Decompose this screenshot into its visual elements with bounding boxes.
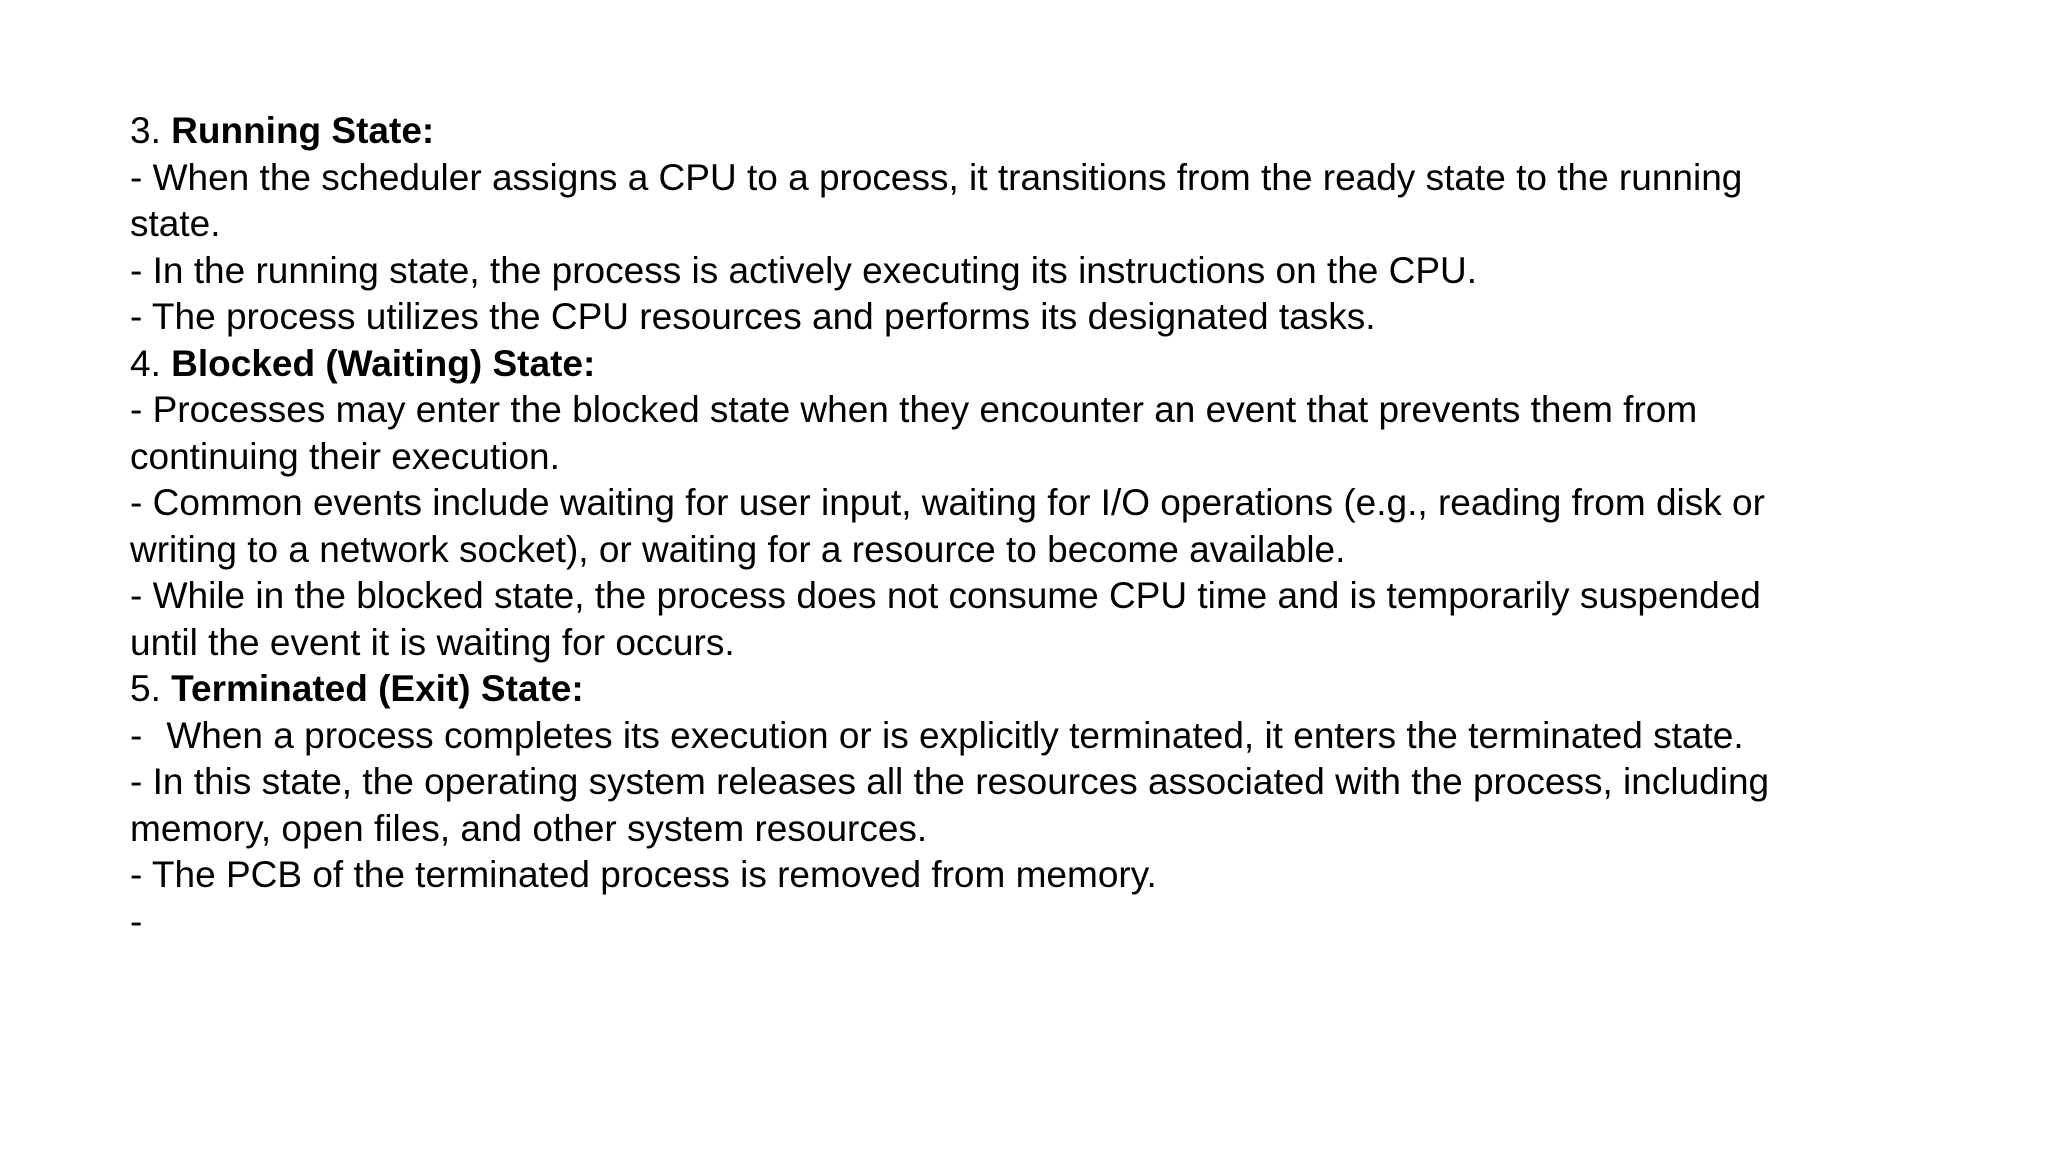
section-number: 3. xyxy=(130,110,161,151)
text-line: - Processes may enter the blocked state when they encounter an event that prevents them from xyxy=(130,389,1698,430)
section-number: 5. xyxy=(130,668,161,709)
text-line: memory, open files, and other system resources. xyxy=(130,807,928,849)
text-line: state. xyxy=(130,203,221,244)
text-line: until the event it is waiting for occurs. xyxy=(130,621,735,663)
section-heading-terminated xyxy=(130,666,1930,713)
text-line: writing to a network socket), or waiting for a resource to become available. xyxy=(130,528,1346,570)
bullet-dash: - xyxy=(130,714,143,756)
section-title: Running State: xyxy=(171,110,435,151)
section-heading-blocked xyxy=(130,341,1930,388)
section-number: 4. xyxy=(130,342,161,384)
slide-text-body xyxy=(130,108,1930,945)
text-line: - In this state, the operating system releases all the resources associated with the process, including xyxy=(130,761,1770,802)
text-line: - While in the blocked state, the process does not consume CPU time and is temporarily suspended xyxy=(130,575,1761,616)
text-line: continuing their execution. xyxy=(130,435,560,477)
section-title: Terminated (Exit) State: xyxy=(171,668,584,709)
text-line: - In the running state, the process is actively executing its instructions on the CPU. xyxy=(130,249,1478,291)
text-line: - When the scheduler assigns a CPU to a process, it transitions from the ready state to the running xyxy=(130,156,1743,198)
text-line: - The PCB of the terminated process is removed from memory. xyxy=(130,854,1157,895)
bullet-text: When a process completes its execution or is explicitly terminated, it enters the terminated state. xyxy=(166,714,1744,756)
section-heading-running xyxy=(130,108,1930,155)
text-line: - xyxy=(130,900,143,942)
section-title: Blocked (Waiting) State: xyxy=(171,342,596,384)
text-line-bullet xyxy=(130,713,1930,760)
text-line: - Common events include waiting for user input, waiting for I/O operations (e.g., reading from disk or xyxy=(130,482,1765,523)
text-line: - The process utilizes the CPU resources and performs its designated tasks. xyxy=(130,296,1376,337)
